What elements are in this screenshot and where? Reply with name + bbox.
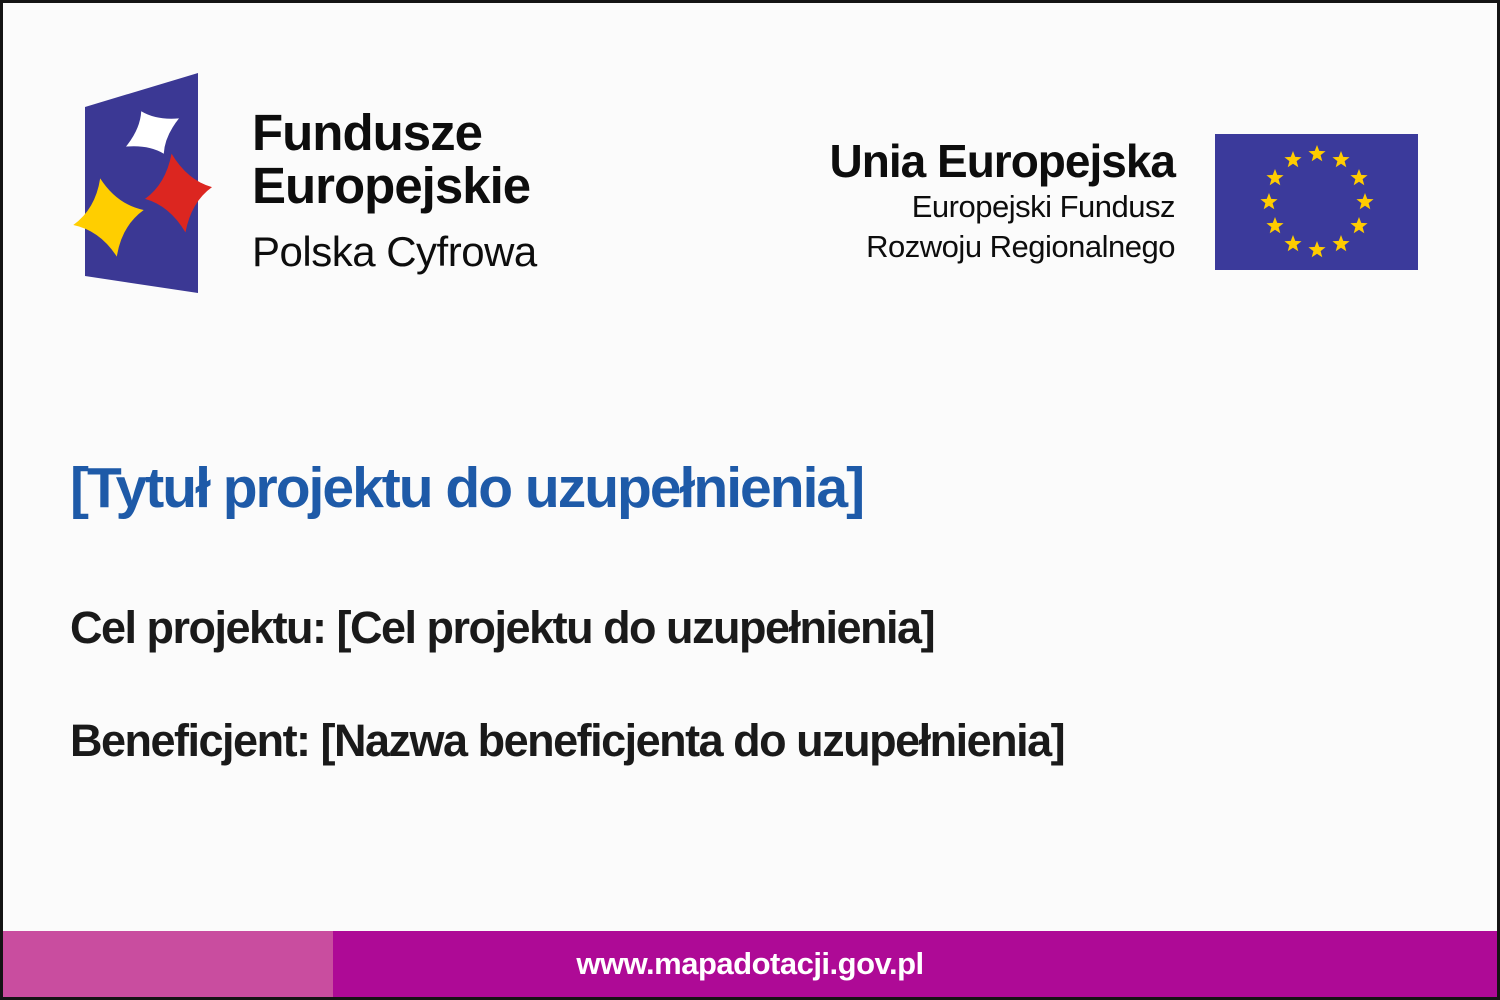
eu-wordmark-title: Unia Europejska bbox=[829, 135, 1175, 187]
fe-wordmark bbox=[252, 106, 537, 275]
project-goal-line: Cel projektu: [Cel projektu do uzupełnienia] bbox=[70, 602, 935, 653]
fe-wordmark-line1: Fundusze bbox=[252, 104, 482, 161]
eu-fund-line2: Rozwoju Regionalnego bbox=[866, 229, 1175, 264]
eu-wordmark bbox=[830, 135, 1175, 267]
fundusze-europejskie-logo-icon bbox=[70, 55, 220, 315]
footer-bar bbox=[3, 931, 1497, 997]
eu-flag-icon bbox=[1215, 134, 1418, 270]
footer-url: www.mapadotacji.gov.pl bbox=[576, 946, 924, 981]
beneficiary-line: Beneficjent: [Nazwa beneficjenta do uzupełnienia] bbox=[70, 715, 1065, 766]
eu-fund-line1: Europejski Fundusz bbox=[911, 189, 1175, 224]
project-title: [Tytuł projektu do uzupełnienia] bbox=[70, 456, 864, 520]
fe-wordmark-subtitle: Polska Cyfrowa bbox=[252, 228, 537, 275]
fe-wordmark-line2: Europejskie bbox=[252, 157, 531, 214]
